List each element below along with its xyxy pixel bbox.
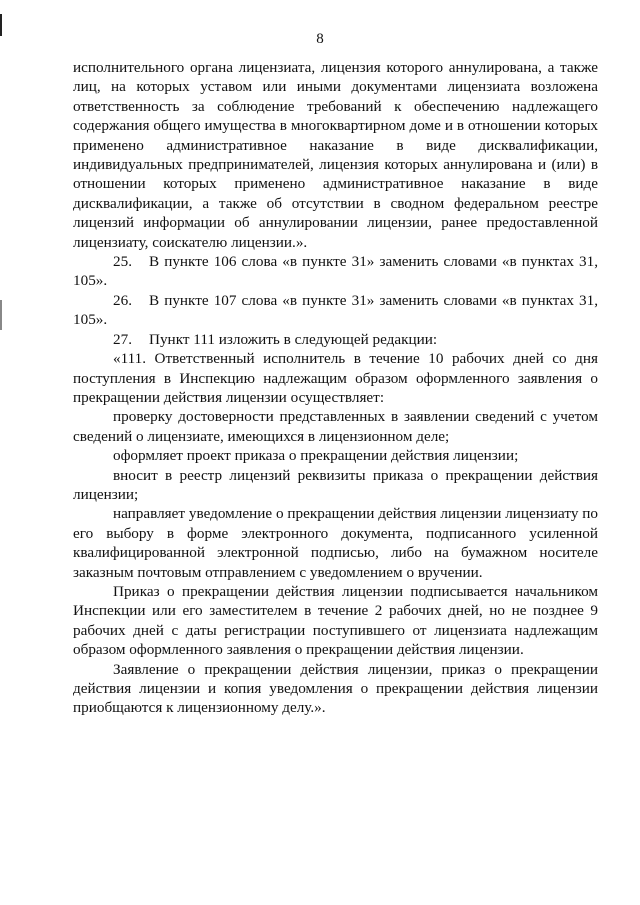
paragraph: направляет уведомление о прекращении действия лицензии лицензиату по его выбору в форме электронного документа, подписанного усиленной квалифицированной электронной подписью, либо на бумажном носителе заказным почтовым отправлением с уведомлением о вручении. bbox=[73, 505, 598, 581]
paragraph: Заявление о прекращении действия лицензии, приказ о прекращении действия лицензии и копия уведомления о прекращении действия лицензии приобщаются к лицензионному делу.». bbox=[73, 660, 598, 717]
paragraph-continuation: исполнительного органа лицензиата, лицензия которого аннулирована, а также лиц, на которых уставом или иными документами лицензиата возложена ответственность за соблюдение требований к обеспечению надлежащего содержания общего имущества в многоквартирном доме и в отношении которых применено административное наказание в виде дисквалификации, индивидуальных предпринимателей, лицензия которых аннулирована и (или) в отношении которых применено административное наказание в виде дисквалификации, а также об отсутствии в сводном федеральном реестре лицензий информации об аннулировании лицензии, ранее предоставленной лицензиату, соискателю лицензии.». bbox=[73, 59, 598, 251]
list-item-number: 27. bbox=[113, 330, 132, 348]
list-item bbox=[73, 252, 598, 291]
list-item bbox=[73, 291, 598, 330]
page-number: 8 bbox=[316, 31, 324, 47]
paragraph: проверку достоверности представленных в заявлении сведений с учетом сведений о лицензиате, имеющихся в лицензионном деле; bbox=[73, 408, 598, 445]
list-item-number: 25. bbox=[113, 253, 132, 271]
list-item-text: В пункте 107 слова «в пункте 31» заменить словами «в пунктах 31, 105». bbox=[73, 291, 598, 329]
paragraph: оформляет проект приказа о прекращении действия лицензии; bbox=[113, 447, 519, 465]
paragraph: Приказ о прекращении действия лицензии подписывается начальником Инспекции или его заместителем в течение 2 рабочих дней, но не позднее 9 рабочих дней с даты регистрации поступившего от лицензиата надлежащим образом оформленного заявления о прекращении действия лицензии. bbox=[73, 582, 598, 659]
list-item-text: Пункт 111 изложить в следующей редакции: bbox=[149, 330, 438, 348]
paragraph: вносит в реестр лицензий реквизиты приказа о прекращении действия лицензии; bbox=[73, 466, 598, 503]
list-item-number: 26. bbox=[113, 291, 132, 309]
document-body bbox=[73, 58, 598, 718]
paragraph: «111. Ответственный исполнитель в течение 10 рабочих дней со дня поступления в Инспекцию надлежащим образом оформленного заявления о прекращении действия лицензии осуществляет: bbox=[73, 350, 598, 406]
list-item-text: В пункте 106 слова «в пункте 31» заменить словами «в пунктах 31, 105». bbox=[73, 253, 598, 290]
page-edge-mark bbox=[0, 300, 2, 330]
list-item bbox=[73, 330, 598, 349]
